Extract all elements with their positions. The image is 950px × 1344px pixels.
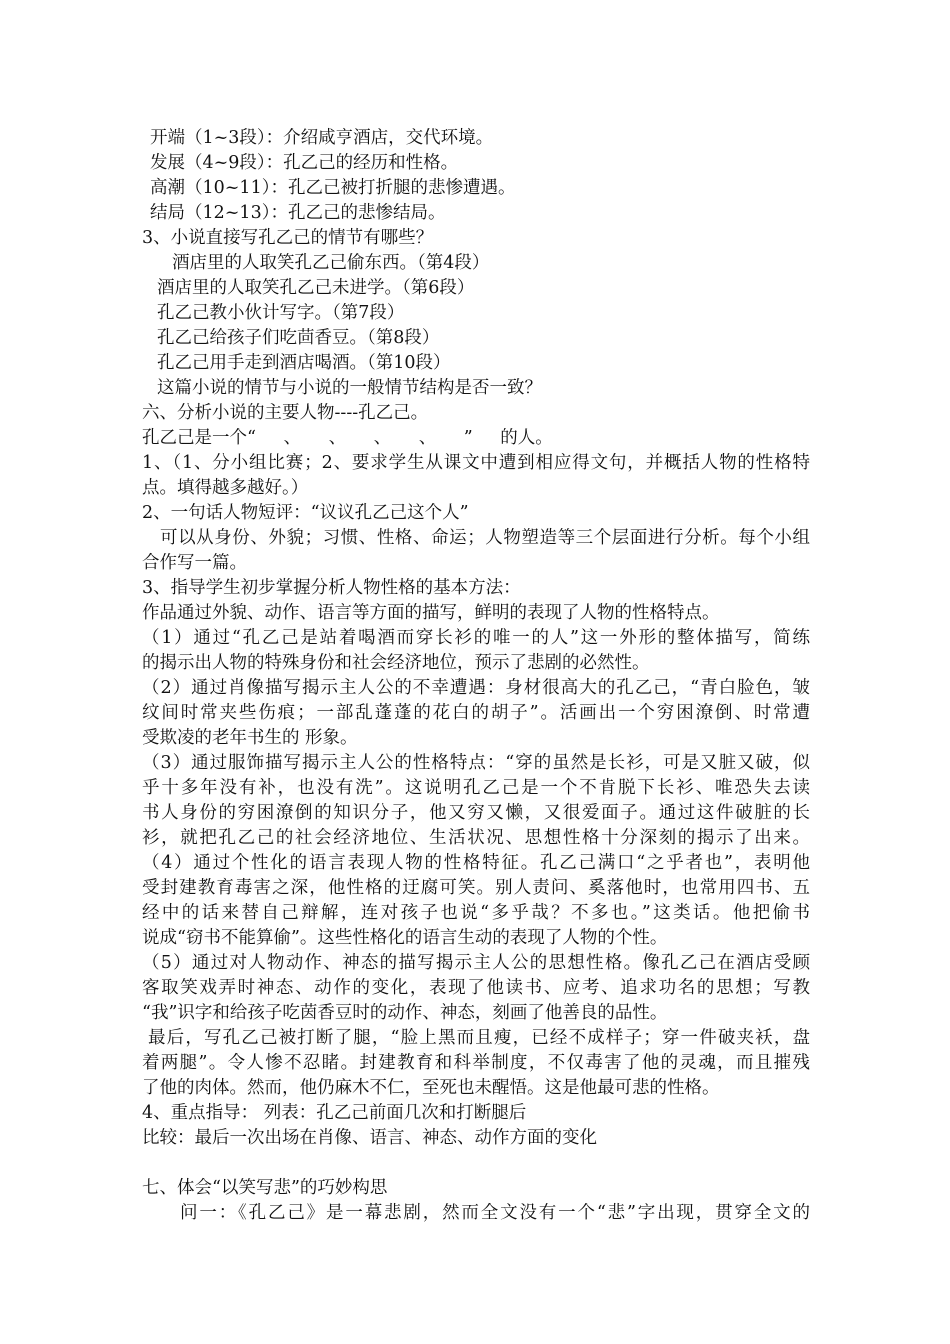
text-line: （5）通过对人物动作、神态的描写揭示主人公的思想性格。像孔乙己在酒店受顾 — [142, 953, 810, 973]
text-line: 4、重点指导： 列表：孔乙己前面几次和打断腿后 — [142, 1103, 527, 1123]
text-line: 客取笑戏弄时神态、动作的变化，表现了他读书、应考、追求功名的思想；写教 — [142, 978, 810, 998]
text-line: 1、（1、分小组比赛；2、要求学生从课文中遭到相应得文句，并概括人物的性格特 — [142, 453, 810, 473]
text-line: 纹间时常夹些伤痕；一部乱蓬蓬的花白的胡子”。活画出一个穷困潦倒、时常遭 — [142, 703, 810, 723]
text-line: 受封建教育毒害之深，他性格的迂腐可笑。别人责问、奚落他时，也常用四书、五 — [142, 878, 810, 898]
text-line: 衫，就把孔乙己的社会经济地位、生活状况、思想性格十分深刻的揭示了出来。 — [142, 828, 810, 848]
text-line: 这篇小说的情节与小说的一般情节结构是否一致？ — [157, 378, 542, 398]
text-line: 孔乙己是一个“ 、 、 、 、 ” 的人。 — [142, 428, 553, 448]
text-line: 孔乙己用手走到酒店喝酒。（第10段） — [157, 353, 451, 373]
text-line: 酒店里的人取笑孔乙己未进学。（第6段） — [157, 278, 475, 298]
text-line: 合作写一篇。 — [142, 553, 247, 573]
text-line: 高潮（10~11）：孔乙己被打折腿的悲惨遭遇。 — [150, 178, 516, 198]
text-line: 2、一句话人物短评：“议议孔乙己这个人” — [142, 503, 469, 523]
text-line: 3、小说直接写孔乙己的情节有哪些？ — [142, 228, 434, 248]
text-line: （1）通过“孔乙己是站着喝酒而穿长衫的唯一的人”这一外形的整体描写，简练 — [142, 628, 810, 648]
text-line: 3、指导学生初步掌握分析人物性格的基本方法： — [142, 578, 521, 598]
text-line: 发展（4~9段）：孔乙己的经历和性格。 — [150, 153, 459, 173]
text-line: （3）通过服饰描写揭示主人公的性格特点：“穿的虽然是长衫，可是又脏又破，似 — [142, 753, 810, 773]
text-line: 孔乙己给孩子们吃茴香豆。（第8段） — [157, 328, 440, 348]
text-line: 书人身份的穷困潦倒的知识分子，他又穷又懒，又很爱面子。通过这件破脏的长 — [142, 803, 810, 823]
text-line: 的揭示出人物的特殊身份和社会经济地位，预示了悲剧的必然性。 — [142, 653, 650, 673]
section-heading: 七、体会“以笑写悲”的巧妙构思 — [142, 1178, 388, 1198]
text-line: 乎十多年没有补，也没有洗”。这说明孔乙己是一个不肯脱下长衫、唯恐失去读 — [142, 778, 810, 798]
text-line: 了他的肉体。然而，他仍麻木不仁，至死也未醒悟。这是他最可悲的性格。 — [142, 1078, 720, 1098]
text-line: 问一：《孔乙己》是一幕悲剧，然而全文没有一个“悲”字出现，贯穿全文的 — [180, 1203, 810, 1223]
text-line: 结局（12~13）：孔乙己的悲惨结局。 — [150, 203, 446, 223]
text-line: 说成“窃书不能算偷”。这些性格化的语言生动的表现了人物的个性。 — [142, 928, 668, 948]
text-line: 经中的话来替自己辩解，连对孩子也说“多乎哉？不多也。”这类话。他把偷书 — [142, 903, 810, 923]
section-heading: 六、分析小说的主要人物----孔乙己。 — [142, 403, 429, 423]
text-line: （2）通过肖像描写揭示主人公的不幸遭遇：身材很高大的孔乙己，“青白脸色，皱 — [142, 678, 810, 698]
text-line: 酒店里的人取笑孔乙己偷东西。（第4段） — [172, 253, 490, 273]
text-line: 作品通过外貌、动作、语言等方面的描写，鲜明的表现了人物的性格特点。 — [142, 603, 720, 623]
text-line: “我”识字和给孩子吃茵香豆时的动作、神态，刻画了他善良的品性。 — [142, 1003, 668, 1023]
text-line: 比较：最后一次出场在肖像、语言、神态、动作方面的变化 — [142, 1128, 597, 1148]
text-line: 点。填得越多越好。） — [142, 478, 309, 498]
text-line: 可以从身份、外貌；习惯、性格、命运；人物塑造等三个层面进行分析。每个小组 — [160, 528, 810, 548]
text-line: 孔乙己教小伙计写字。（第7段） — [157, 303, 405, 323]
text-line: （4）通过个性化的语言表现人物的性格特征。孔乙己满口“之乎者也”，表明他 — [142, 853, 810, 873]
text-line: 开端（1~3段）：介绍咸亨酒店，交代环境。 — [150, 128, 494, 148]
text-line: 受欺凌的老年书生的 形象。 — [142, 728, 358, 748]
text-line: 着两腿”。令人惨不忍睹。封建教育和科举制度，不仅毒害了他的灵魂，而且摧残 — [142, 1053, 810, 1073]
text-line: 最后，写孔乙己被打断了腿，“脸上黑而且瘦，已经不成样子；穿一件破夹袄，盘 — [148, 1028, 810, 1048]
